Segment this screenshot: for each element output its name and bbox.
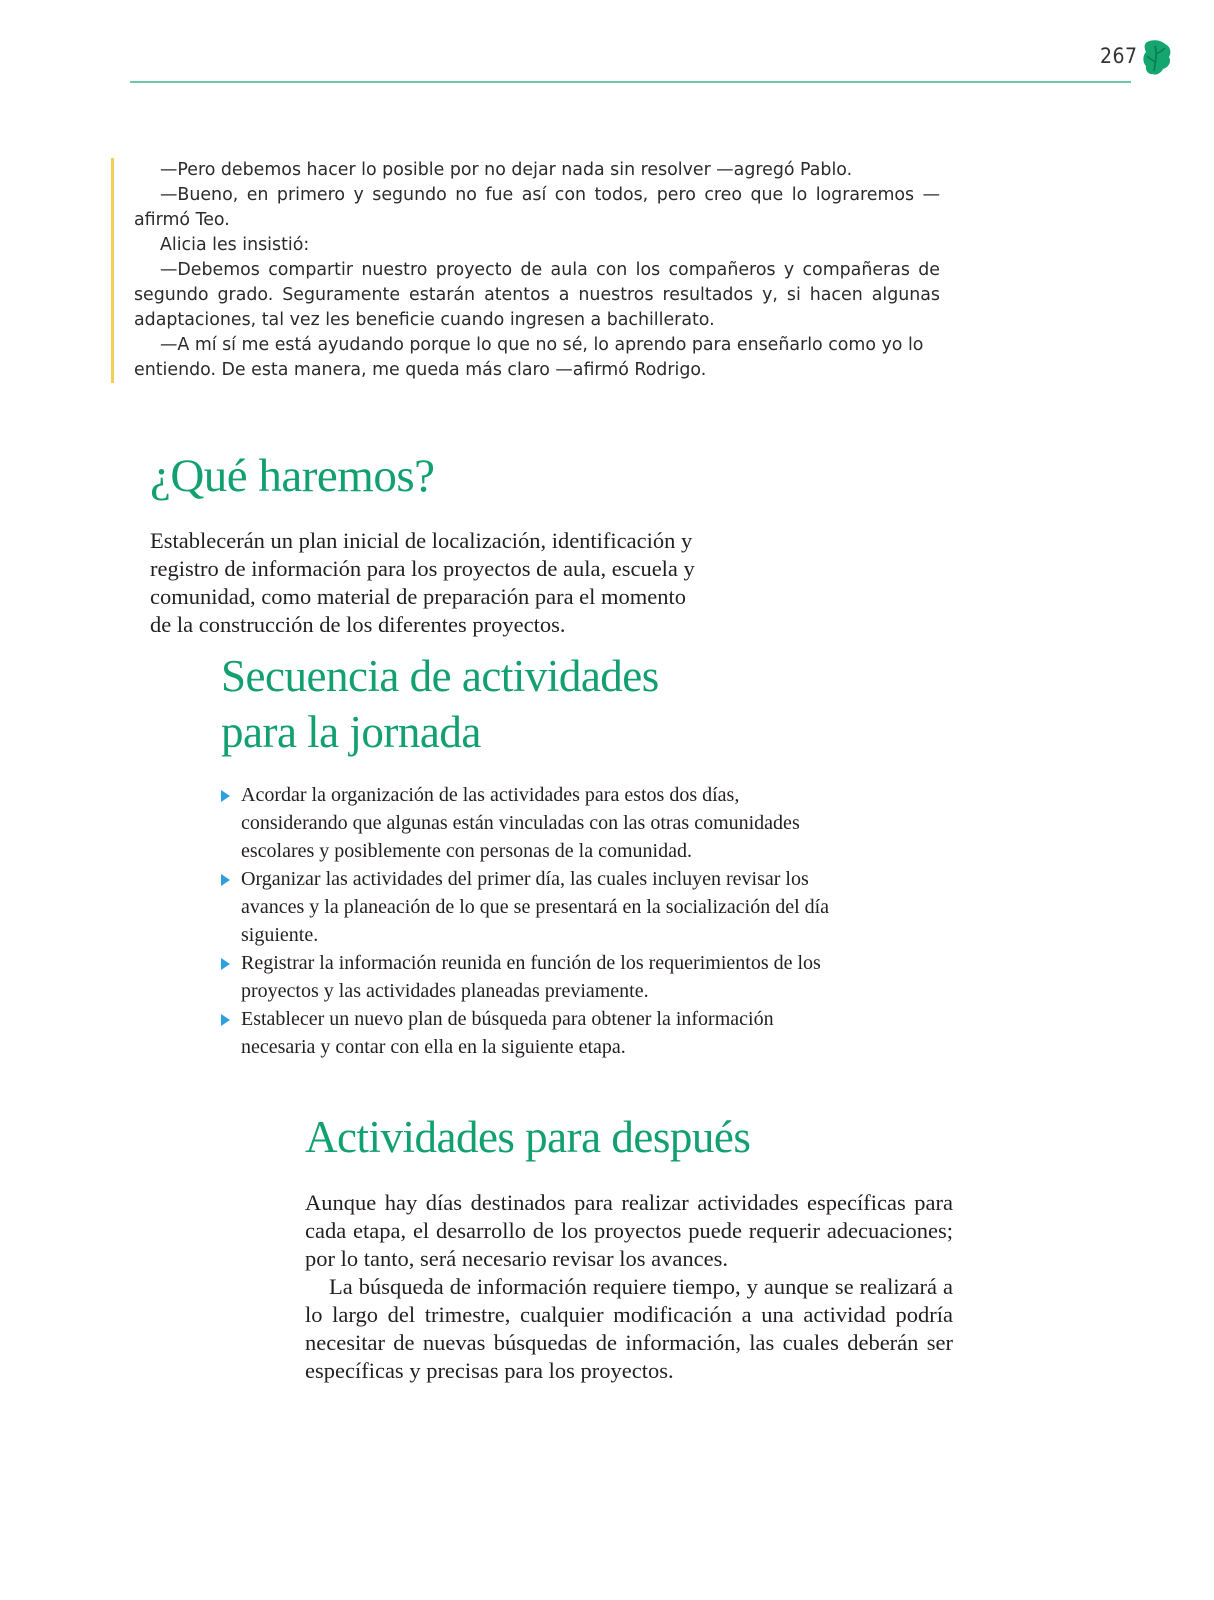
dialogue-block xyxy=(111,158,940,383)
leaf-icon xyxy=(1141,38,1173,78)
header-rule xyxy=(130,81,1131,83)
page-number: 267 xyxy=(1100,44,1138,68)
despues-body xyxy=(305,1189,953,1385)
section-title-secuencia xyxy=(221,648,659,760)
dialogue-line: —A mí sí me está ayudando porque lo que no sé, lo aprendo para enseñarlo como yo lo entiendo. De esta manera, me queda más claro —afirmó Rodrigo. xyxy=(134,335,924,380)
bullet-triangle-icon xyxy=(221,1014,230,1026)
list-item xyxy=(221,781,831,865)
dialogue-line: Alicia les insistió: xyxy=(160,235,310,255)
despues-paragraph: La búsqueda de información requiere tiempo, y aunque se realizará a lo largo del trimestre, cualquier modificación a una actividad podría necesitar de nuevas búsquedas de información, las cuales deberán ser específicas y precisas para los proyectos. xyxy=(305,1274,953,1383)
secuencia-title-line2: para la jornada xyxy=(221,707,481,757)
section-title-que-haremos: ¿Qué haremos? xyxy=(150,450,435,502)
list-item xyxy=(221,1005,831,1061)
section-title-despues: Actividades para después xyxy=(305,1112,751,1162)
list-item-text: Registrar la información reunida en función de los requerimientos de los proyectos y las actividades planeadas previamente. xyxy=(241,952,821,1002)
dialogue-line: —Pero debemos hacer lo posible por no dejar nada sin resolver —agregó Pablo. xyxy=(160,160,853,180)
secuencia-title-line1: Secuencia de actividades xyxy=(221,651,659,701)
bullet-triangle-icon xyxy=(221,874,230,886)
bullet-triangle-icon xyxy=(221,958,230,970)
list-item-text: Acordar la organización de las actividades para estos dos días, considerando que algunas están vinculadas con las otras comunidades escolares y posiblemente con personas de la comunidad. xyxy=(241,784,800,862)
dialogue-line: —Bueno, en primero y segundo no fue así con todos, pero creo que lo lograremos —afirmó Teo. xyxy=(134,185,940,230)
list-item-text: Organizar las actividades del primer día, las cuales incluyen revisar los avances y la planeación de lo que se presentará en la socialización del día siguiente. xyxy=(241,868,830,946)
dialogue-line: —Debemos compartir nuestro proyecto de aula con los compañeros y compañeras de segundo grado. Seguramente estarán atentos a nuestros resultados y, si hacen algunas adaptaciones, tal vez les beneficie cuando ingresen a bachillerato. xyxy=(134,260,940,330)
activity-list xyxy=(221,781,831,1061)
bullet-triangle-icon xyxy=(221,790,230,802)
list-item xyxy=(221,865,831,949)
list-item-text: Establecer un nuevo plan de búsqueda para obtener la información necesaria y contar con ella en la siguiente etapa. xyxy=(241,1008,774,1058)
list-item xyxy=(221,949,831,1005)
que-haremos-body: Establecerán un plan inicial de localización, identificación y registro de información para los proyectos de aula, escuela y comunidad, como material de preparación para el momento de la construcción de los diferentes proyectos. xyxy=(150,528,695,637)
despues-paragraph: Aunque hay días destinados para realizar actividades específicas para cada etapa, el desarrollo de los proyectos puede requerir adecuaciones; por lo tanto, será necesario revisar los avances. xyxy=(305,1190,953,1271)
